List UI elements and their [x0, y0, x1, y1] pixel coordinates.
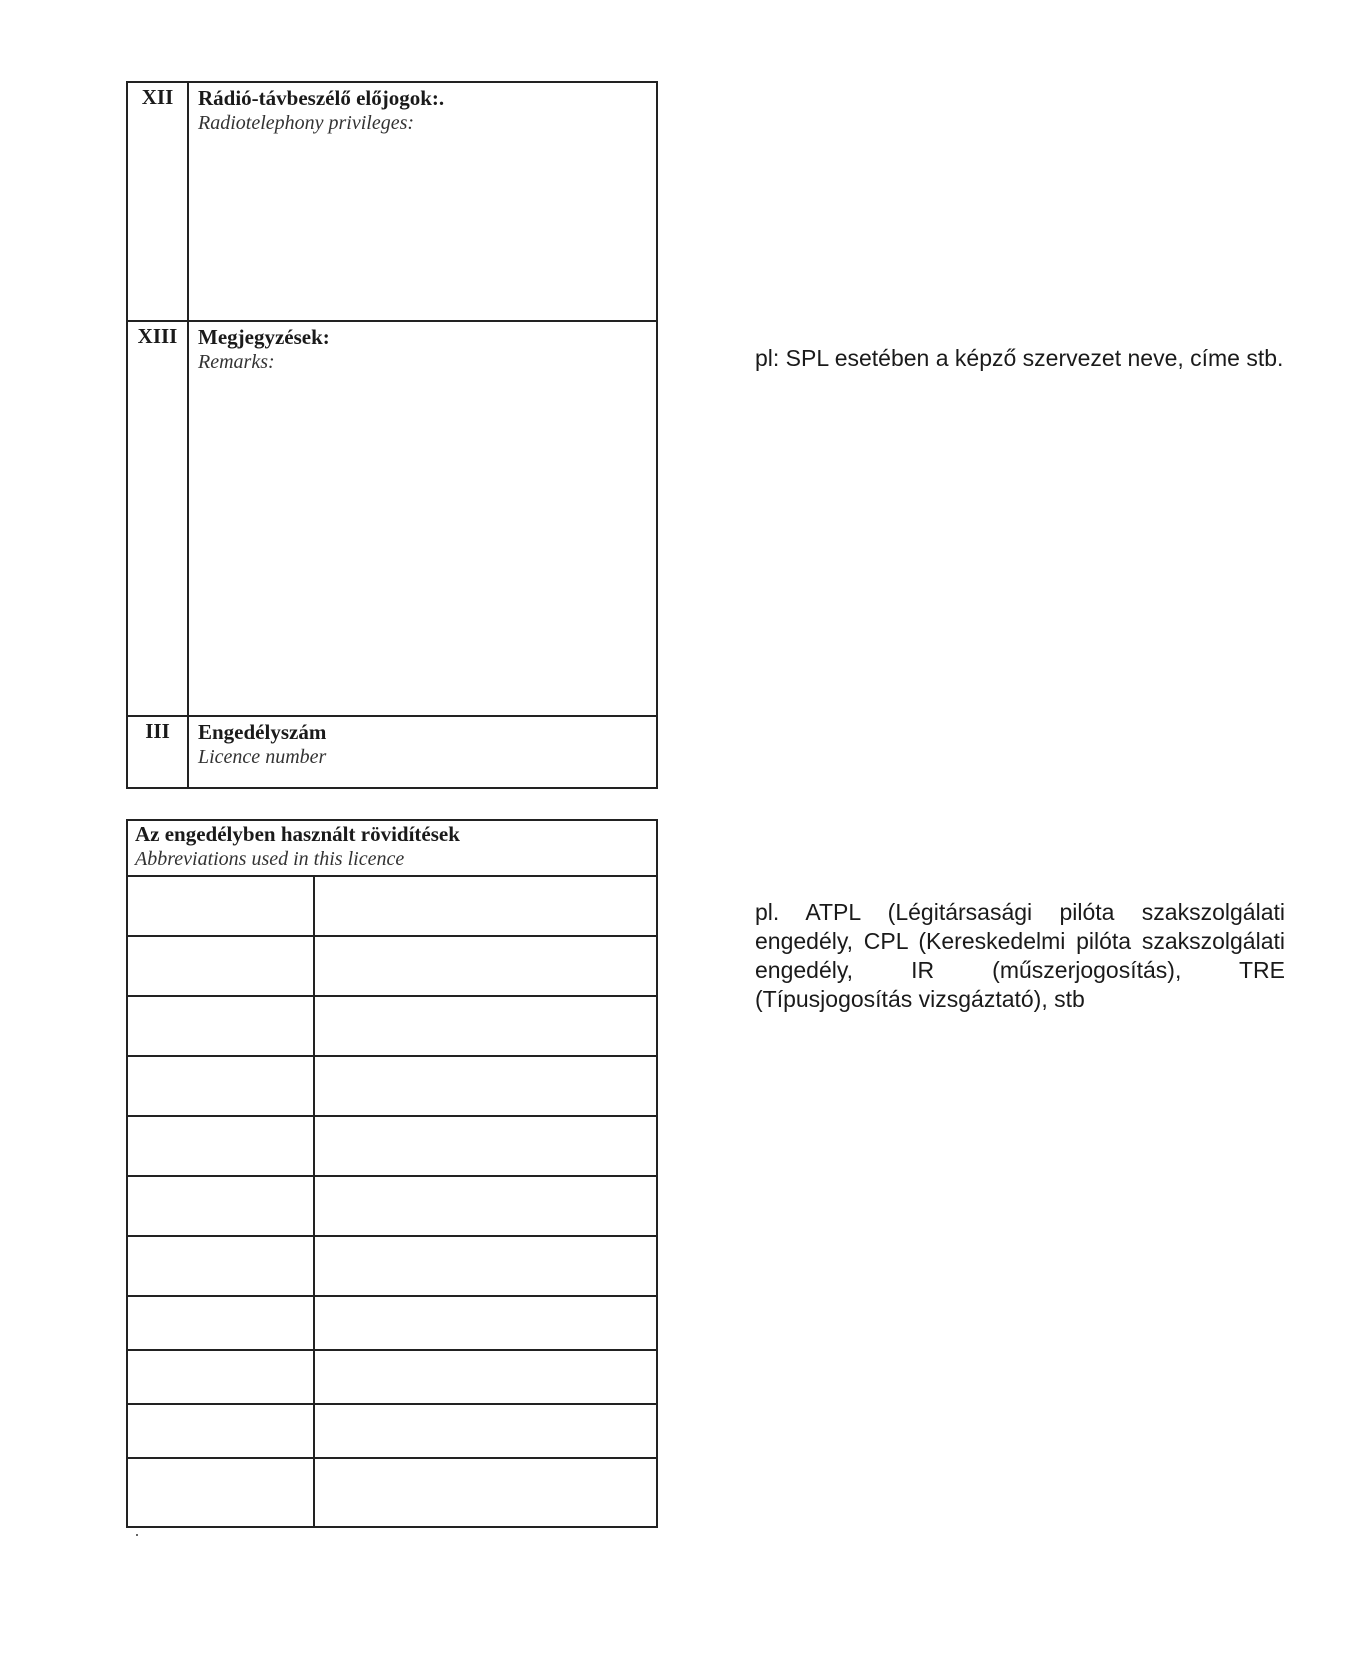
abbreviations-subtitle: Abbreviations used in this licence — [135, 848, 405, 870]
section-title: Engedélyszám — [198, 720, 327, 744]
meaning-cell[interactable] — [315, 1057, 656, 1115]
abbreviation-cell[interactable] — [128, 1297, 315, 1349]
table-row — [128, 1403, 656, 1457]
meaning-cell[interactable] — [315, 1297, 656, 1349]
section-subtitle: Licence number — [198, 746, 327, 768]
section-field[interactable] — [189, 83, 656, 320]
abbreviations-table — [126, 819, 658, 1528]
section-title: Megjegyzések: — [198, 325, 330, 349]
table-row — [128, 935, 656, 995]
table-row — [128, 1055, 656, 1115]
meaning-cell[interactable] — [315, 937, 656, 995]
meaning-cell[interactable] — [315, 877, 656, 935]
abbreviation-cell[interactable] — [128, 877, 315, 935]
meaning-cell[interactable] — [315, 1117, 656, 1175]
abbreviation-cell[interactable] — [128, 937, 315, 995]
section-field[interactable] — [189, 717, 656, 787]
table-row — [128, 995, 656, 1055]
table-row — [128, 1115, 656, 1175]
abbreviations-note: pl. ATPL (Légitársasági pilóta szakszolgálati engedély, CPL (Kereskedelmi pilóta szakszolgálati engedély, IR (műszerjogosítás), TRE (Típusjogosítás vizsgáztató), stb — [755, 899, 1285, 1012]
stray-dot — [136, 1534, 138, 1536]
table-row — [128, 1175, 656, 1235]
abbreviation-cell[interactable] — [128, 1117, 315, 1175]
abbreviation-cell[interactable] — [128, 1237, 315, 1295]
abbreviations-title: Az engedélyben használt rövidítések — [135, 822, 460, 846]
table-row — [128, 1295, 656, 1349]
abbreviation-cell[interactable] — [128, 1057, 315, 1115]
meaning-cell[interactable] — [315, 1351, 656, 1403]
meaning-cell[interactable] — [315, 997, 656, 1055]
section-title: Rádió-távbeszélő előjogok:. — [198, 86, 445, 110]
section-subtitle: Remarks: — [198, 351, 275, 373]
meaning-cell[interactable] — [315, 1177, 656, 1235]
abbreviation-cell[interactable] — [128, 997, 315, 1055]
abbreviation-cell[interactable] — [128, 1405, 315, 1457]
abbreviations-header — [128, 821, 656, 875]
licence-sections-table — [126, 81, 658, 789]
table-row — [128, 1235, 656, 1295]
section-row-remarks — [128, 320, 656, 715]
section-number: XII — [128, 83, 189, 320]
section-number: XIII — [128, 322, 189, 715]
remarks-note: pl: SPL esetében a képző szervezet neve, címe stb. — [755, 345, 1284, 371]
section-subtitle: Radiotelephony privileges: — [198, 112, 415, 134]
section-row-radiotelephony — [128, 83, 656, 320]
abbreviation-cell[interactable] — [128, 1459, 315, 1526]
table-row — [128, 875, 656, 935]
abbreviation-cell[interactable] — [128, 1177, 315, 1235]
table-row — [128, 1457, 656, 1526]
section-field[interactable] — [189, 322, 656, 715]
section-row-licence-number — [128, 715, 656, 787]
meaning-cell[interactable] — [315, 1237, 656, 1295]
meaning-cell[interactable] — [315, 1459, 656, 1526]
section-number: III — [128, 717, 189, 787]
meaning-cell[interactable] — [315, 1405, 656, 1457]
table-row — [128, 1349, 656, 1403]
abbreviation-cell[interactable] — [128, 1351, 315, 1403]
